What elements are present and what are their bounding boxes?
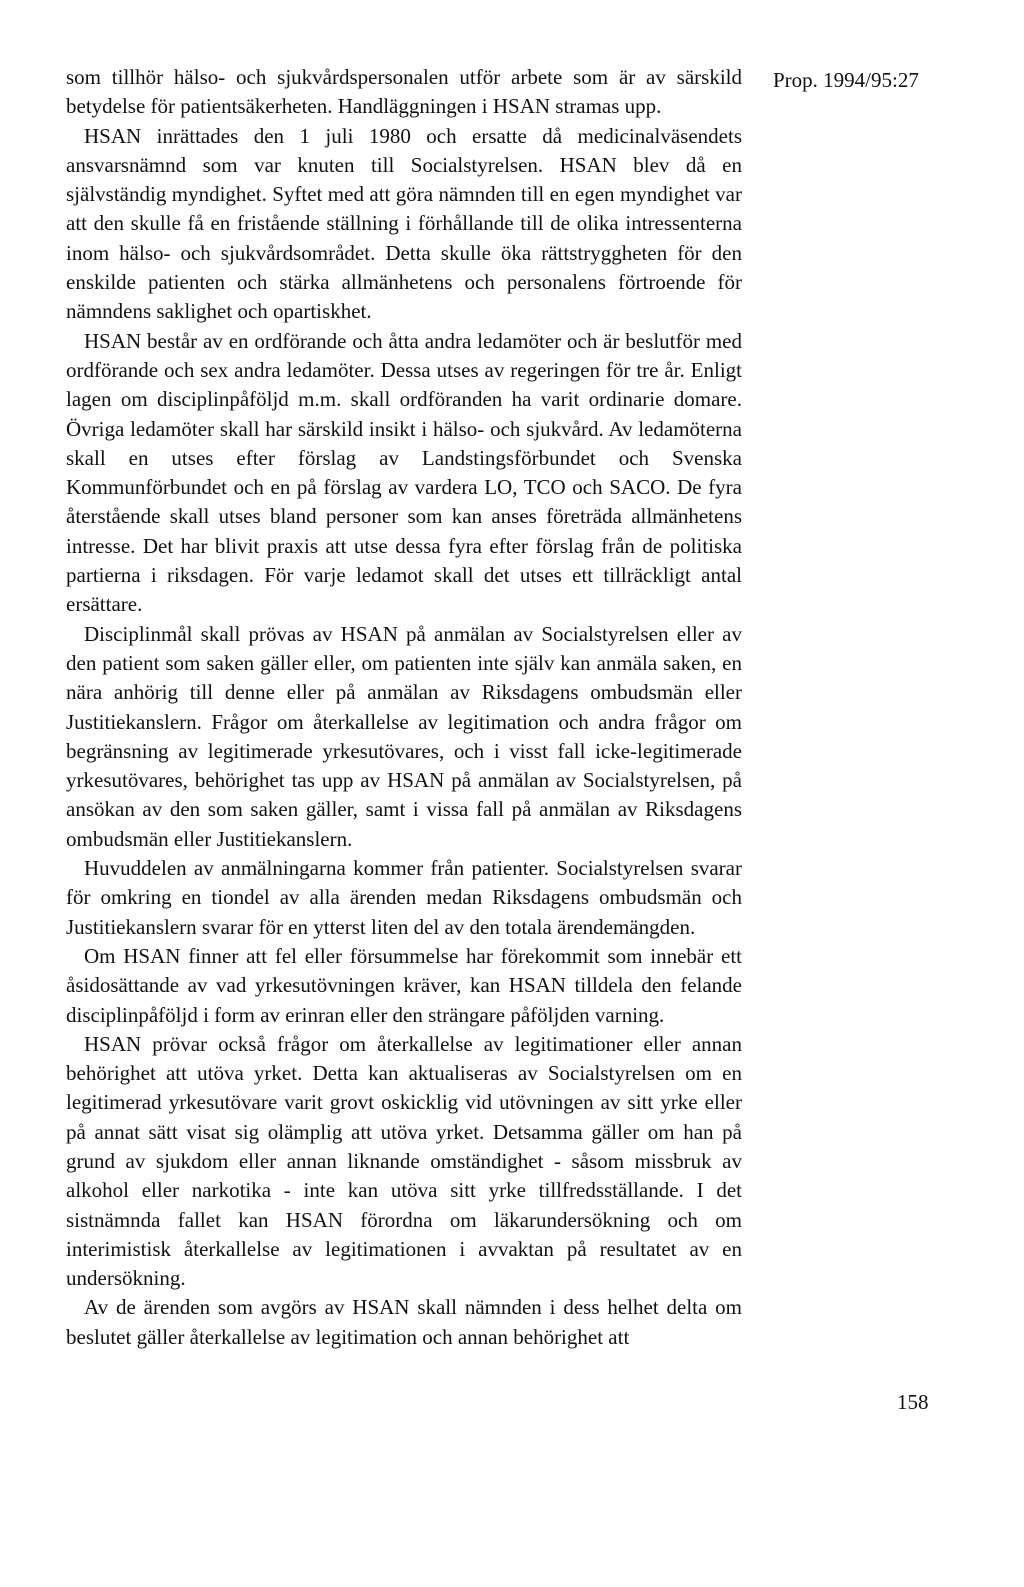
- paragraph-1: som tillhör hälso- och sjukvårdspersonalen utför arbete som är av särskild betydelse för patientsäkerheten. Handläggningen i HSAN stramas upp.: [66, 65, 742, 119]
- paragraph-7: HSAN prövar också frågor om återkallelse av legitimationer eller annan behörighet att utöva yrket. Detta kan aktualiseras av Socialstyrelsen om en legitimerad yrkesutövare varit grovt oskicklig vid utövningen av sitt yrke eller på annat sätt visat sig olämplig att utöva yrket. Detsamma gäller om han på grund av sjukdom eller annan liknande omständighet - såsom missbruk av alkohol eller narkotika - inte kan utöva sitt yrke tillfredsställande. I det sistnämnda fallet kan HSAN förordna om läkarundersökning och om interimistisk återkallelse av legitimationen i avvaktan på resultatet av en undersökning.: [66, 1031, 742, 1291]
- page-number: 158: [897, 1390, 929, 1414]
- paragraph-4: Disciplinmål skall prövas av HSAN på anmälan av Socialstyrelsen eller av den patient som saken gäller eller, om patienten inte själv kan anmäla saken, en nära anhörig till denne eller på anmälan av Riksdagens ombudsmän eller Justitiekanslern. Frågor om återkallelse av legitimation och andra frågor om begränsning av legitimerade yrkesutövares, och i visst fall icke-legitimerade yrkesutövares, behörighet tas upp av HSAN på anmälan av Socialstyrelsen, på ansökan av den som saken gäller, samt i vissa fall på anmälan av Riksdagens ombudsmän eller Justitiekanslern.: [66, 621, 742, 851]
- proposition-reference: Prop. 1994/95:27: [773, 68, 919, 92]
- paragraph-5: Huvuddelen av anmälningarna kommer från patienter. Socialstyrelsen svarar för omkring en tiondel av alla ärenden medan Riksdagens ombudsmän och Justitiekanslern svarar för en ytterst liten del av den totala ärendemängden.: [66, 856, 742, 939]
- paragraph-2: HSAN inrättades den 1 juli 1980 och ersatte då medicinalväsendets ansvarsnämnd som var knuten till Socialstyrelsen. HSAN blev då en självständig myndighet. Syftet med att göra nämnden till en egen myndighet var att den skulle få en fristående ställning i förhållande till de olika intressenterna inom hälso- och sjukvårdsområdet. Detta skulle öka rättstryggheten för den enskilde patienten och stärka allmänhetens och personalens förtroende för nämndens saklighet och opartiskhet.: [66, 123, 742, 324]
- paragraph-3: HSAN består av en ordförande och åtta andra ledamöter och är beslutför med ordförande och sex andra ledamöter. Dessa utses av regeringen för tre år. Enligt lagen om disciplinpåföljd m.m. skall ordföranden ha varit ordinarie domare. Övriga ledamöter skall har särskild insikt i hälso- och sjukvård. Av ledamöterna skall en utses efter förslag av Landstingsförbundet och Svenska Kommunförbundet och en på förslag av vardera LO, TCO och SACO. De fyra återstående skall utses bland personer som kan anses företräda allmänhetens intresse. Det har blivit praxis att utse dessa fyra efter förslag från de politiska partierna i riksdagen. För varje ledamot skall det utses ett tillräckligt antal ersättare.: [66, 328, 742, 617]
- body-text: [66, 63, 742, 1352]
- paragraph-6: Om HSAN finner att fel eller försummelse har förekommit som innebär ett åsidosättande av vad yrkesutövningen kräver, kan HSAN tilldela den felande disciplinpåföljd i form av erinran eller den strängare påföljden varning.: [66, 943, 742, 1027]
- paragraph-8: Av de ärenden som avgörs av HSAN skall nämnden i dess helhet delta om beslutet gäller återkallelse av legitimation och annan behörighet att: [66, 1295, 742, 1349]
